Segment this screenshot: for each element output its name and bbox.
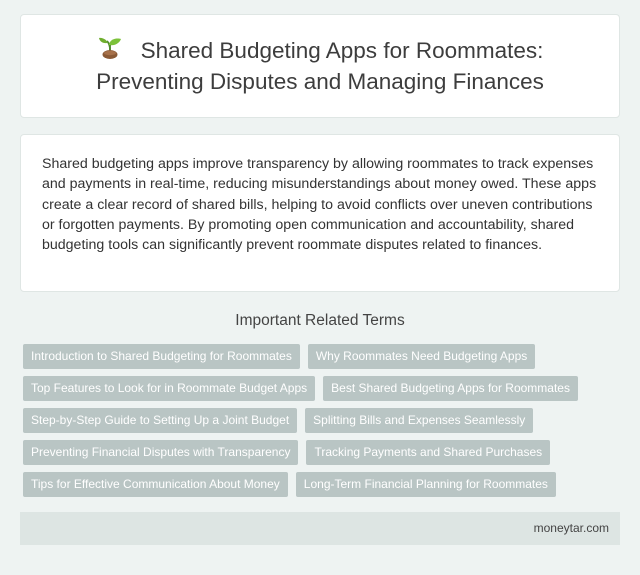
title-card xyxy=(20,14,620,118)
related-terms-list xyxy=(23,344,623,504)
page-title xyxy=(96,35,544,97)
tag-tracking-payments[interactable]: Tracking Payments and Shared Purchases xyxy=(306,440,550,465)
summary-text: Shared budgeting apps improve transparency by allowing roommates to track expenses and payments in real-time, reducing misunderstandings about money owed. These apps create a clear record of shared bills, helping to avoid conflicts over uneven contributions or forgotten payments. By promoting open communication and accountability, shared budgeting tools can significantly prevent roommate disputes related to finances. xyxy=(42,156,597,254)
tag-row xyxy=(23,408,623,440)
tag-preventing-disputes[interactable]: Preventing Financial Disputes with Transparency xyxy=(23,440,298,465)
title-line-2: Preventing Disputes and Managing Finances xyxy=(96,69,544,94)
tag-row xyxy=(23,376,623,408)
tag-row xyxy=(23,472,623,504)
sprout-icon xyxy=(97,35,123,61)
tag-why-roommates-need-apps[interactable]: Why Roommates Need Budgeting Apps xyxy=(308,344,535,369)
tag-long-term-planning[interactable]: Long-Term Financial Planning for Roommates xyxy=(296,472,556,497)
title-line-1: Shared Budgeting Apps for Roommates: xyxy=(140,38,544,63)
tag-row xyxy=(23,344,623,376)
footer xyxy=(20,512,620,545)
related-terms-heading: Important Related Terms xyxy=(235,312,405,329)
footer-site-link[interactable]: moneytar.com xyxy=(533,521,609,535)
tag-communication-tips[interactable]: Tips for Effective Communication About Money xyxy=(23,472,288,497)
tag-introduction-shared-budgeting[interactable]: Introduction to Shared Budgeting for Roommates xyxy=(23,344,300,369)
tag-step-by-step-guide[interactable]: Step-by-Step Guide to Setting Up a Joint Budget xyxy=(23,408,297,433)
tag-top-features[interactable]: Top Features to Look for in Roommate Budget Apps xyxy=(23,376,315,401)
summary-card xyxy=(20,134,620,292)
tag-splitting-bills[interactable]: Splitting Bills and Expenses Seamlessly xyxy=(305,408,533,433)
tag-best-shared-apps[interactable]: Best Shared Budgeting Apps for Roommates xyxy=(323,376,578,401)
tag-row xyxy=(23,440,623,472)
